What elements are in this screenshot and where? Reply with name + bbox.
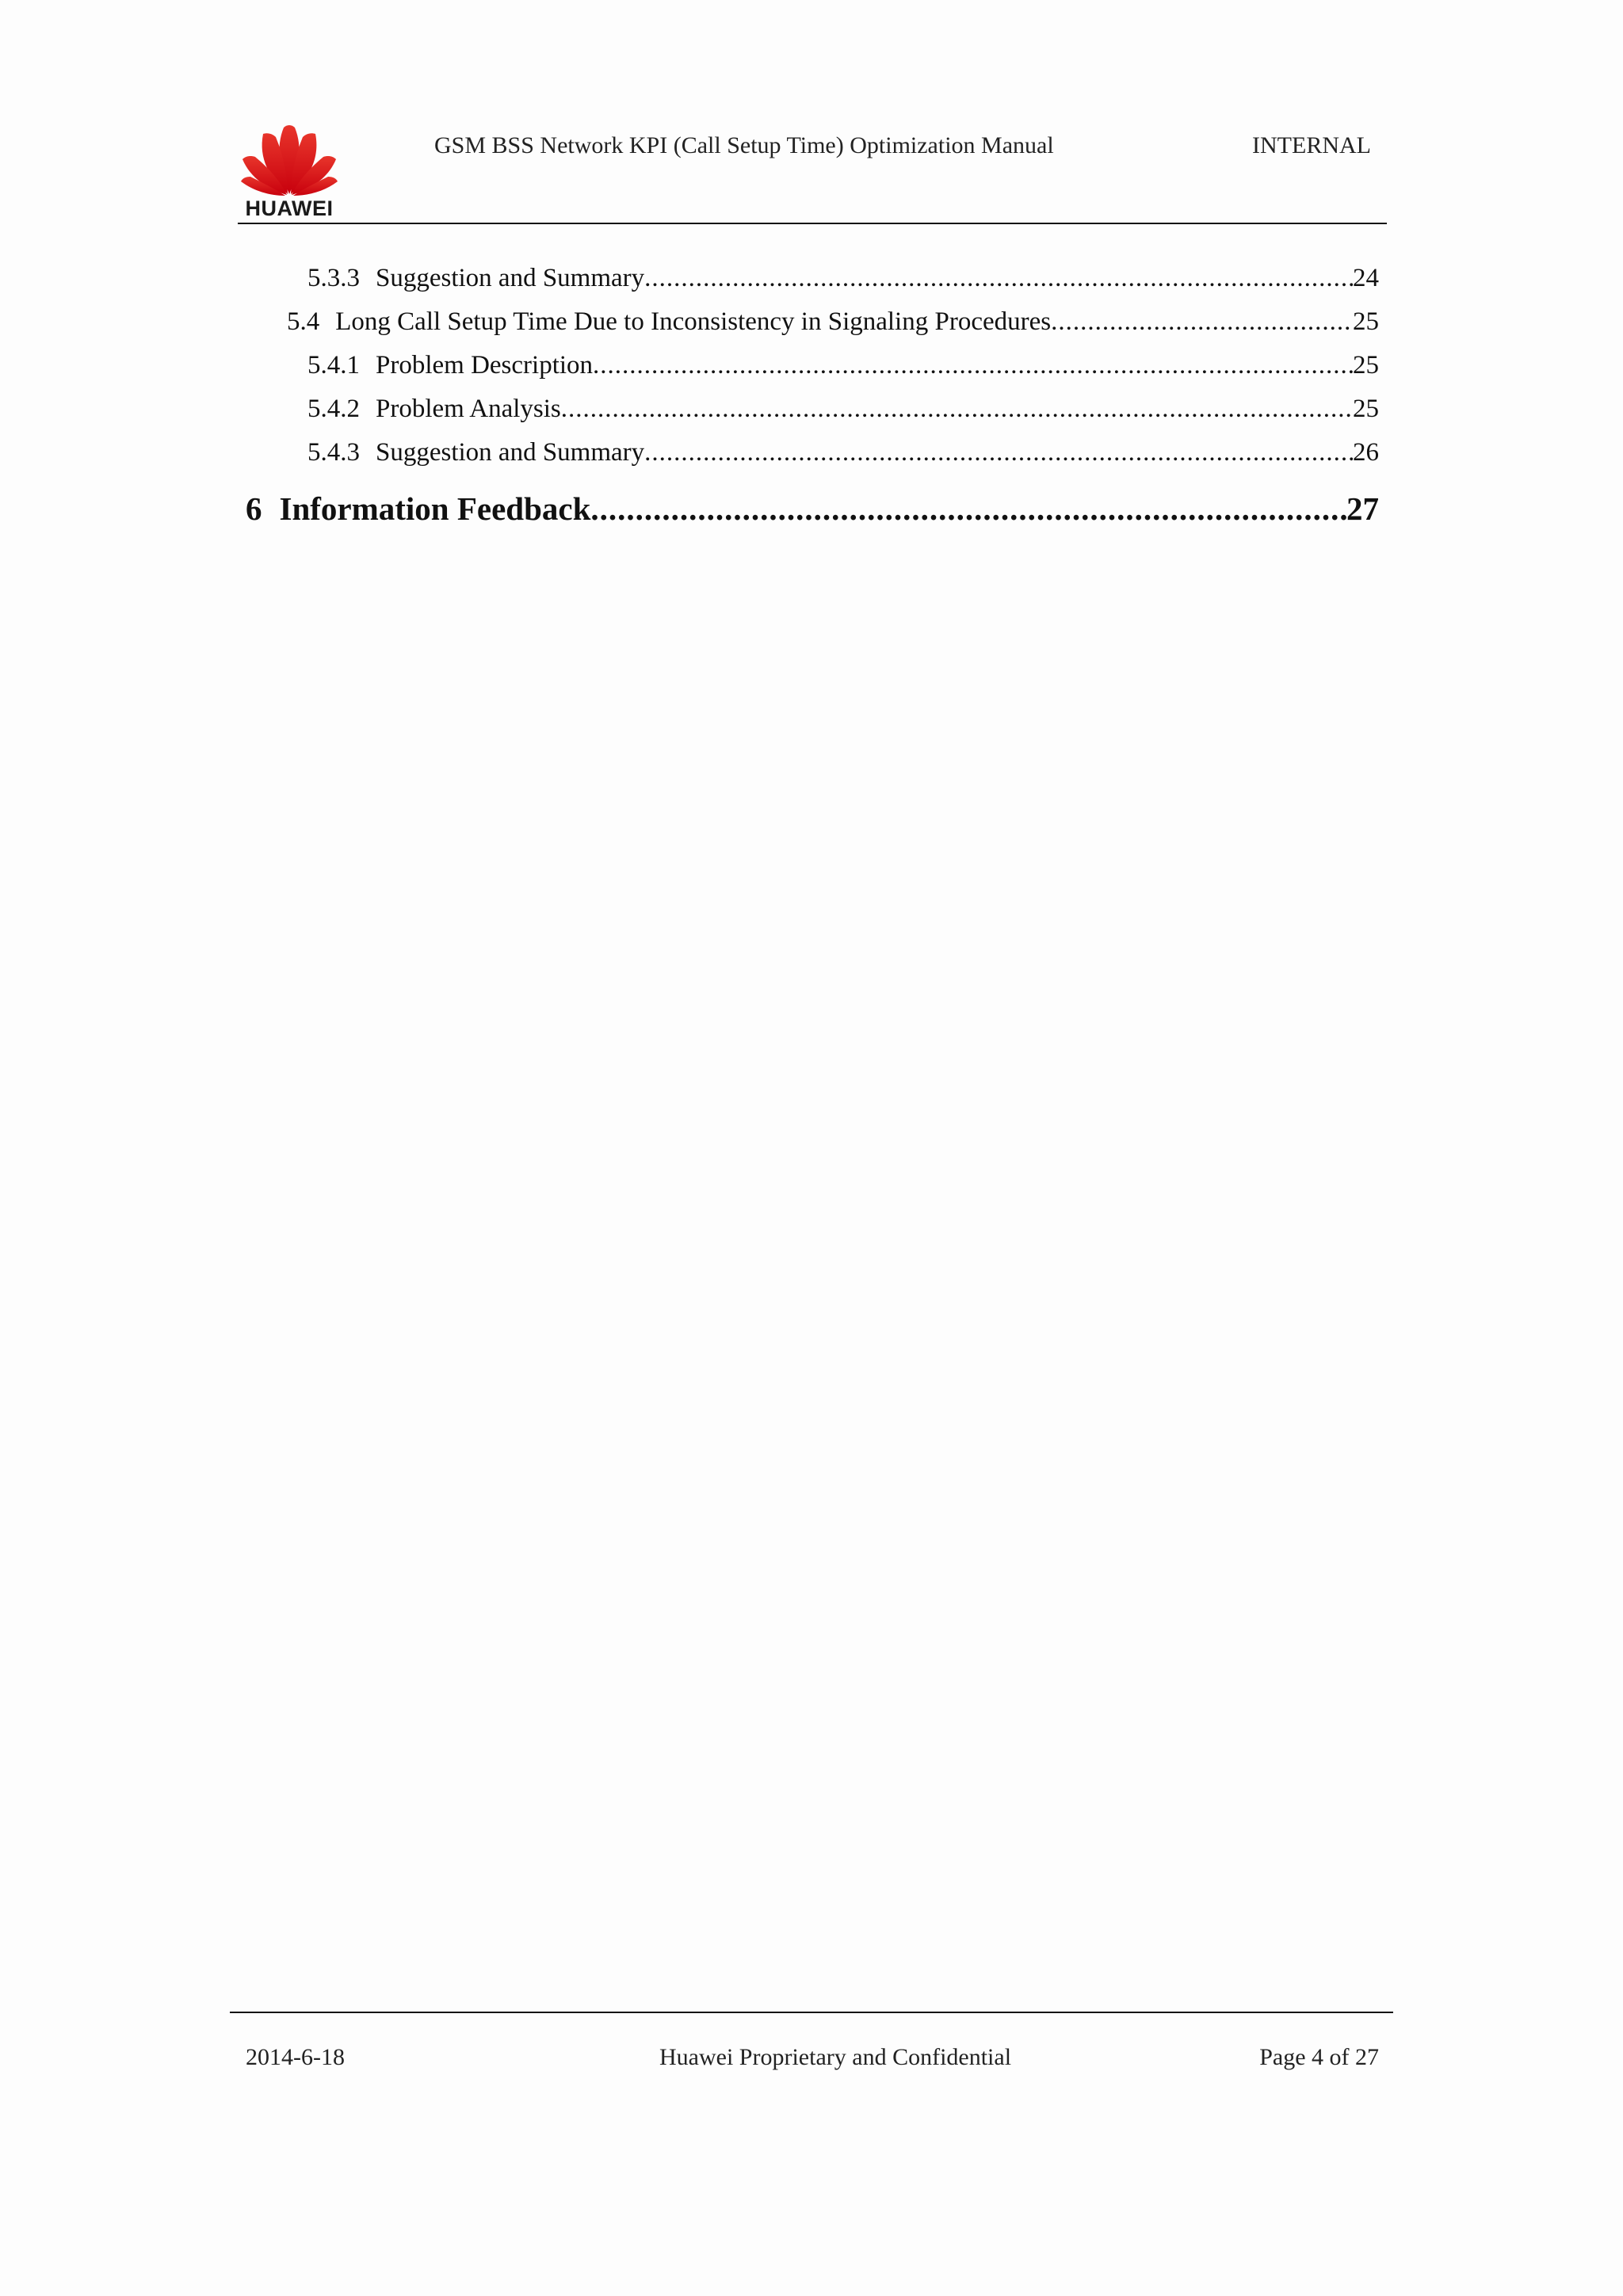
- toc-leader: [590, 490, 1346, 528]
- toc-entry[interactable]: [307, 264, 1379, 293]
- toc-leader: [644, 264, 1353, 293]
- logo-wordmark: HUAWEI: [245, 196, 334, 220]
- toc-leader: [644, 438, 1353, 467]
- toc-leader: [561, 395, 1353, 424]
- document-title: GSM BSS Network KPI (Call Setup Time) Optimization Manual: [434, 132, 1054, 158]
- header-rule: [238, 223, 1387, 224]
- toc-number: 6: [246, 490, 262, 527]
- toc-number: 5.4: [287, 307, 320, 336]
- toc-page: 25: [1353, 395, 1379, 423]
- toc-page: 27: [1346, 490, 1379, 527]
- toc-title: Suggestion and Summary: [376, 438, 645, 467]
- toc-leader: [1051, 307, 1353, 337]
- toc-entry[interactable]: [307, 351, 1379, 380]
- toc-title: Problem Analysis: [376, 395, 561, 423]
- toc-page: 25: [1353, 307, 1379, 336]
- toc-entry-chapter[interactable]: [246, 490, 1379, 528]
- toc-number: 5.3.3: [307, 264, 360, 292]
- footer-date: 2014-6-18: [246, 2044, 345, 2070]
- toc-title: Suggestion and Summary: [376, 264, 645, 292]
- footer-page-number: Page 4 of 27: [1259, 2044, 1379, 2070]
- toc-leader: [593, 351, 1353, 380]
- toc-title: Information Feedback: [279, 490, 591, 527]
- toc-entry[interactable]: [307, 438, 1379, 467]
- footer-rule: [230, 2012, 1393, 2013]
- toc-number: 5.4.3: [307, 438, 360, 467]
- toc-entry[interactable]: [307, 395, 1379, 424]
- toc-page: 24: [1353, 264, 1379, 292]
- toc-page: 26: [1353, 438, 1379, 467]
- toc-page: 25: [1353, 351, 1379, 379]
- toc-number: 5.4.2: [307, 395, 360, 423]
- toc-entry[interactable]: [287, 307, 1379, 337]
- footer-confidentiality: Huawei Proprietary and Confidential: [659, 2044, 1012, 2070]
- huawei-logo: [238, 123, 341, 222]
- toc-title: Long Call Setup Time Due to Inconsistency in Signaling Procedures: [335, 307, 1052, 336]
- toc-title: Problem Description: [376, 351, 594, 379]
- classification-label: INTERNAL: [1252, 132, 1371, 158]
- toc-number: 5.4.1: [307, 351, 360, 379]
- huawei-petals-icon: [238, 123, 341, 196]
